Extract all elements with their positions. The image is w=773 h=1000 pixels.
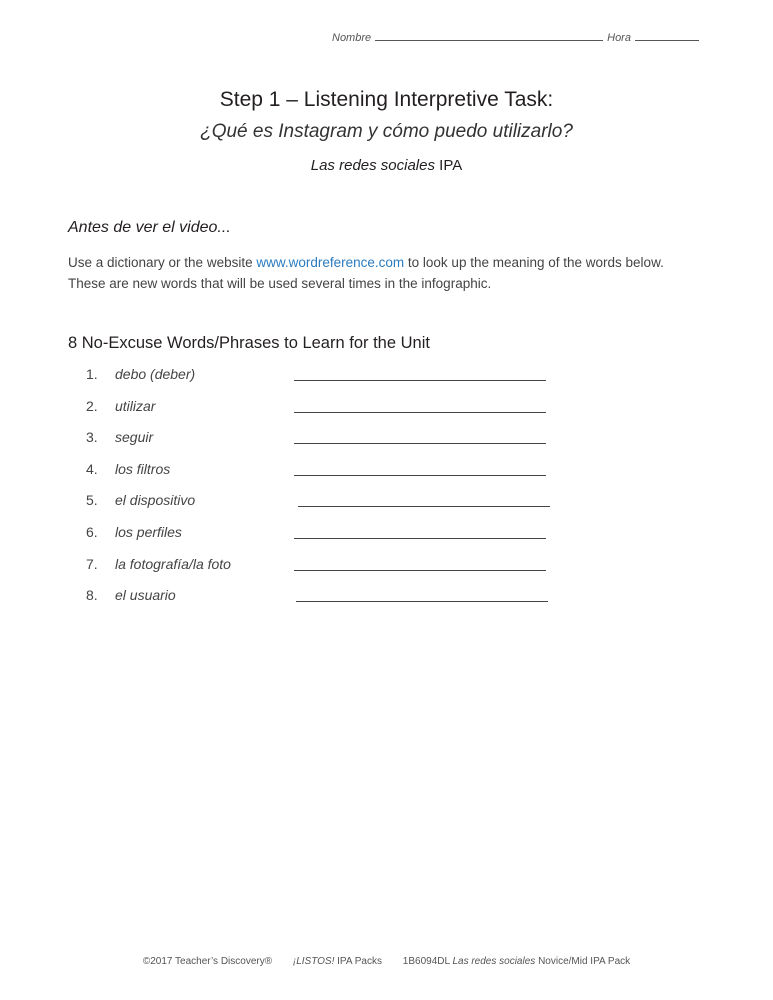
name-label: Nombre <box>332 32 372 44</box>
answer-blank[interactable] <box>294 380 546 381</box>
list-item <box>0 492 773 514</box>
page-footer <box>0 956 773 967</box>
footer-product <box>403 956 630 967</box>
unit-title-italic: Las redes sociales <box>310 157 435 174</box>
list-item <box>0 398 773 420</box>
wordreference-link[interactable]: www.wordreference.com <box>256 255 405 270</box>
footer-product-suffix: Novice/Mid IPA Pack <box>538 956 631 967</box>
page-title: Step 1 – Listening Interpretive Task: <box>219 88 554 111</box>
list-item <box>0 461 773 483</box>
list-item <box>0 366 773 388</box>
vocab-word: debo (deber) <box>115 366 196 382</box>
before-video-heading: Antes de ver el video... <box>68 219 231 236</box>
vocab-word: la fotografía/la foto <box>115 555 231 572</box>
vocab-word: los filtros <box>115 460 171 477</box>
vocab-word: utilizar <box>115 397 156 414</box>
item-number: 8. <box>86 587 98 604</box>
answer-blank[interactable] <box>294 443 546 444</box>
answer-blank[interactable] <box>294 570 546 571</box>
instructions-paragraph <box>68 252 698 294</box>
vocab-word: seguir <box>115 429 154 446</box>
answer-blank[interactable] <box>296 601 548 602</box>
footer-product-code: 1B6094DL <box>402 956 450 967</box>
item-number: 1. <box>86 366 98 382</box>
answer-blank[interactable] <box>294 538 546 539</box>
vocab-word: los perfiles <box>115 524 182 540</box>
item-number: 5. <box>86 492 98 509</box>
list-item <box>0 429 773 451</box>
item-number: 6. <box>86 524 98 540</box>
item-number: 3. <box>86 429 98 446</box>
footer-product-italic: Las redes sociales <box>452 956 536 967</box>
footer-copyright: ©2017 Teacher’s Discovery® <box>142 956 273 967</box>
footer-series-suffix: IPA Packs <box>337 956 382 967</box>
list-item <box>0 524 773 546</box>
answer-blank[interactable] <box>298 506 550 507</box>
unit-title <box>0 157 773 174</box>
list-item <box>0 587 773 609</box>
answer-blank[interactable] <box>294 475 546 476</box>
vocabulary-heading: 8 No-Excuse Words/Phrases to Learn for the Unit <box>68 334 430 352</box>
item-number: 4. <box>86 460 98 477</box>
list-item <box>0 556 773 578</box>
instructions-text-end: to look up the meaning of the words below. These are new words that will be used several times in the infographic. <box>68 255 664 291</box>
name-blank[interactable] <box>375 31 603 41</box>
page-subtitle: ¿Qué es Instagram y cómo puedo utilizarlo? <box>200 121 573 142</box>
unit-title-suffix: IPA <box>439 157 463 174</box>
period-blank[interactable] <box>635 31 699 41</box>
item-number: 7. <box>86 555 98 572</box>
vocab-word: el dispositivo <box>115 492 196 509</box>
footer-series <box>293 956 382 967</box>
period-label: Hora <box>607 32 631 44</box>
vocab-word: el usuario <box>115 587 176 604</box>
instructions-text-start: Use a dictionary or the website <box>68 255 257 270</box>
item-number: 2. <box>86 397 98 414</box>
answer-blank[interactable] <box>294 412 546 413</box>
footer-series-italic: ¡LISTOS! <box>292 956 335 967</box>
name-period-line <box>332 31 712 44</box>
